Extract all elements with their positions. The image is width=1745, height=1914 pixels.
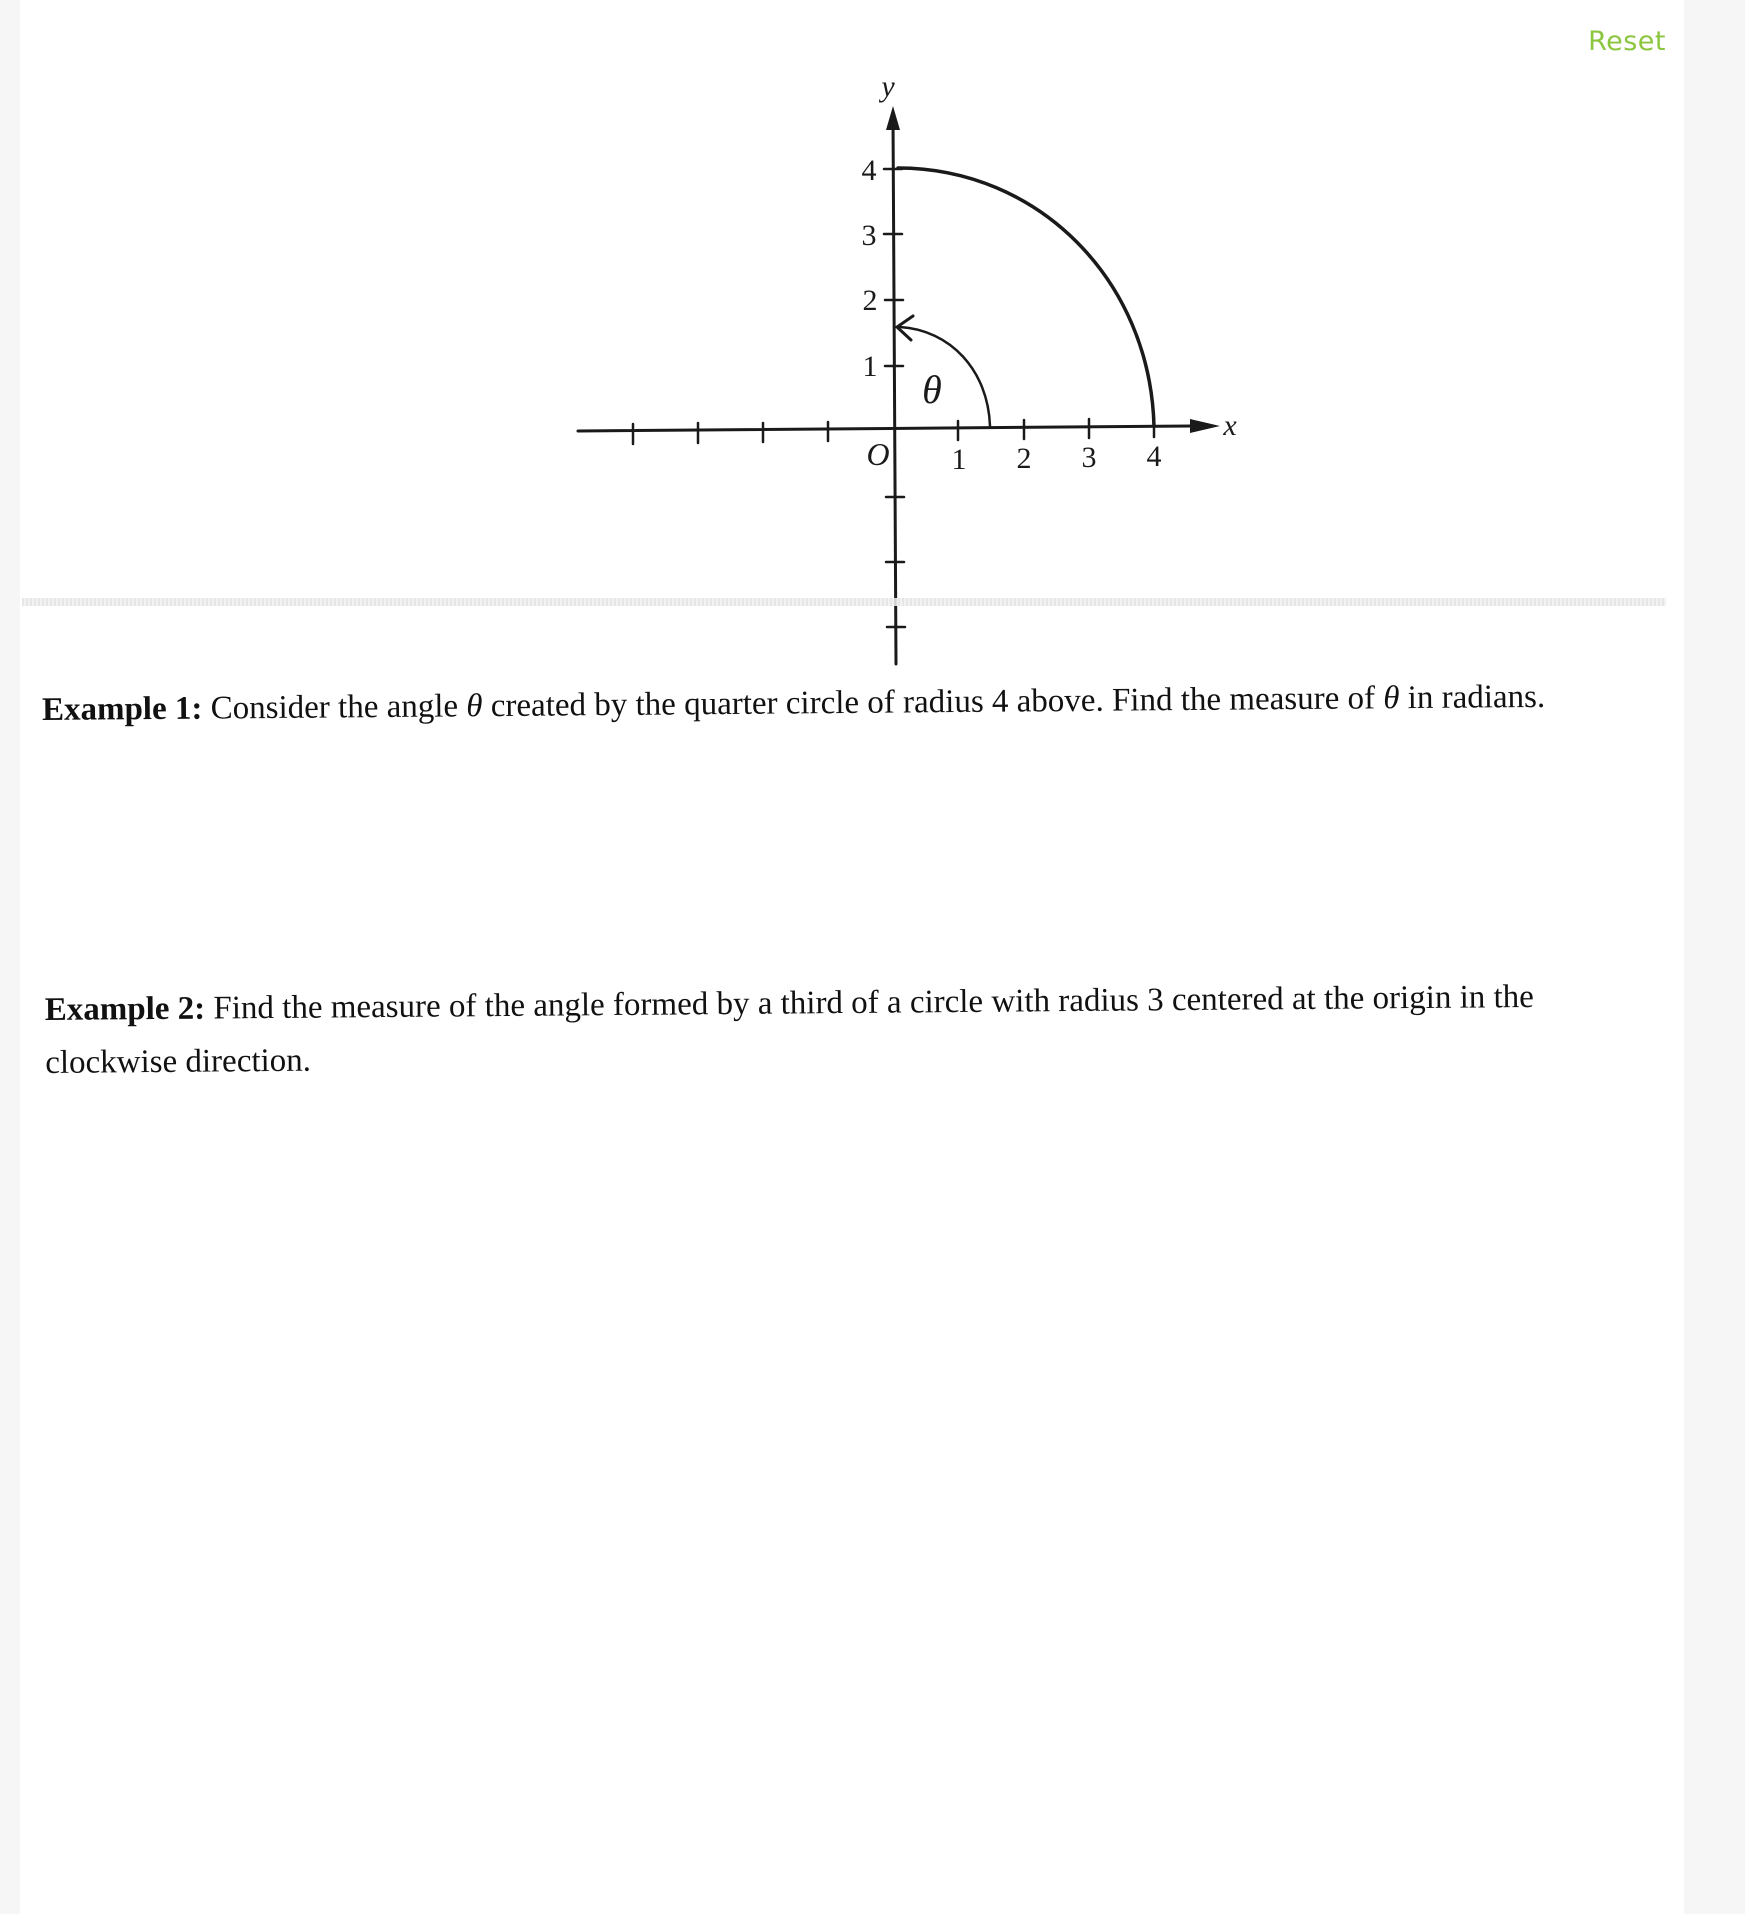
example-2-text — [45, 970, 1666, 1090]
x-tick-label-4: 4 — [1146, 440, 1162, 473]
y-tick-label-1: 1 — [862, 350, 878, 383]
y-axis-label: y — [881, 70, 895, 103]
origin-label: O — [866, 436, 890, 472]
y-tick-label-3: 3 — [861, 219, 877, 252]
example-1-theta-2: θ — [1383, 680, 1400, 717]
example-1-text-middle: created by the quarter circle of radius 4 above. Find the measure of — [482, 680, 1384, 725]
y-tick-label-4: 4 — [861, 154, 877, 187]
x-axis-arrow — [1190, 419, 1220, 433]
example-1-theta: θ — [466, 688, 483, 725]
worksheet-page — [20, 0, 1684, 1914]
reset-button[interactable]: Reset — [1588, 26, 1666, 57]
example-2-body: Find the measure of the angle formed by a third of a circle with radius 3 centered at the origin in the clockwise direction. — [45, 979, 1535, 1081]
x-axis-line — [578, 426, 1192, 431]
x-tick-label-1: 1 — [951, 443, 967, 476]
example-1-text-after: in radians. — [1399, 678, 1546, 717]
x-tick-label-3: 3 — [1081, 441, 1097, 474]
x-tick-label-2: 2 — [1016, 442, 1032, 475]
y-tick-label-2: 2 — [862, 284, 878, 317]
y-axis-line — [893, 118, 896, 664]
x-axis-label: x — [1223, 409, 1237, 442]
scan-seam-divider — [22, 598, 1666, 606]
angle-theta-arc — [900, 327, 990, 426]
example-1-text-before: Consider the angle — [202, 688, 467, 727]
quarter-circle-diagram — [20, 0, 1684, 680]
example-1-label: Example 1: — [41, 690, 203, 728]
example-2-label: Example 2: — [44, 990, 206, 1029]
y-axis-arrow — [886, 106, 900, 130]
angle-theta-label: θ — [922, 367, 942, 412]
